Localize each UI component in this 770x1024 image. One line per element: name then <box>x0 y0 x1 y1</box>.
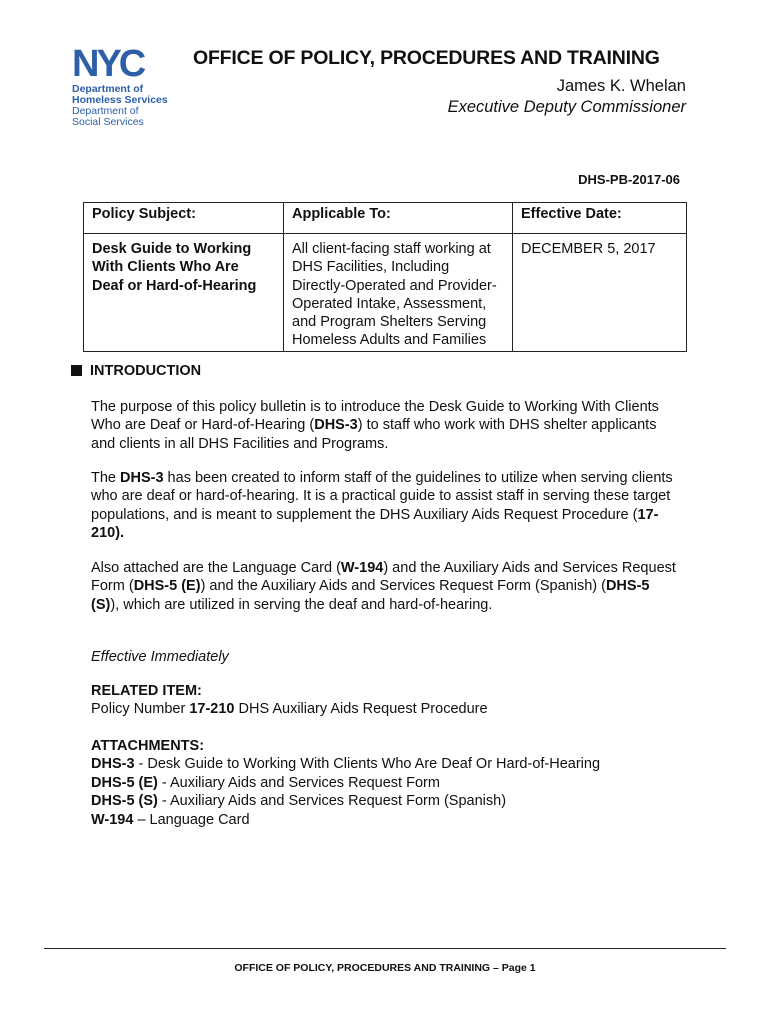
doc-code: 17-210). <box>91 506 659 542</box>
header-effective-date: Effective Date: <box>513 203 687 234</box>
nyc-dhs-logo <box>72 46 182 128</box>
applicable-line: Homeless Adults and Families <box>292 332 487 349</box>
table-row <box>84 234 687 352</box>
office-title: OFFICE OF POLICY, PROCEDURES AND TRAINING <box>193 47 660 69</box>
effective-note: Effective Immediately <box>91 649 229 665</box>
doc-code: DHS-3 <box>314 417 358 434</box>
list-item <box>91 774 676 792</box>
effective-date-cell: DECEMBER 5, 2017 <box>513 234 687 352</box>
subject-line: Desk Guide to Working <box>92 241 252 257</box>
related-line <box>91 700 676 718</box>
doc-code: DHS-3 <box>91 756 135 773</box>
applicable-to-cell <box>284 234 513 352</box>
heading-text: INTRODUCTION <box>90 363 202 379</box>
dept-line: Social Services <box>72 116 144 128</box>
doc-code: W-194 <box>340 560 384 576</box>
text: ) to staff who work with DHS shelter applicants and clients in all DHS Facilities and Programs. <box>91 417 657 452</box>
nyc-logo-icon <box>72 46 166 80</box>
header-applicable-to: Applicable To: <box>284 203 513 234</box>
text: ) and the Auxiliary Aids and Services Request Form ( <box>91 560 676 595</box>
text: - Auxiliary Aids and Services Request Form <box>157 774 440 791</box>
doc-code: DHS-3 <box>120 470 164 486</box>
dept-line: Department of <box>72 83 144 95</box>
document-number: DHS-PB-2017-06 <box>578 172 680 187</box>
doc-code: DHS-5 (S) <box>91 578 650 613</box>
commissioner-name: James K. Whelan <box>556 77 686 95</box>
doc-code: W-194 <box>91 811 134 828</box>
applicable-line: All client-facing staff working at <box>292 241 491 257</box>
square-bullet-icon <box>71 365 82 376</box>
footer-divider <box>44 948 726 949</box>
text: The <box>91 470 121 486</box>
policy-info-table <box>83 202 687 352</box>
text: ) and the Auxiliary Aids and Services Request Form (Spanish) ( <box>200 578 606 595</box>
text: has been created to inform staff of the guidelines to utilize when serving clients who are deaf or hard-of-hearing. It is a practical guide to assist staff in serving these target populations, and is meant to supplement the DHS Auxiliary Aids Request Procedure ( <box>91 470 673 523</box>
applicable-line: DHS Facilities, Including <box>292 259 450 276</box>
text: Also attached are the Language Card ( <box>91 560 341 576</box>
applicable-line: and Program Shelters Serving <box>292 314 487 331</box>
dept-social-services <box>72 106 182 128</box>
page-footer: OFFICE OF POLICY, PROCEDURES AND TRAINING – Page 1 <box>234 962 536 974</box>
intro-paragraph-1 <box>91 398 676 453</box>
text: - Auxiliary Aids and Services Request Form (Spanish) <box>157 793 507 810</box>
text: DHS Auxiliary Aids Request Procedure <box>234 701 488 718</box>
policy-subject-cell <box>84 234 284 352</box>
text: – Language Card <box>133 811 250 828</box>
subject-line: With Clients Who Are <box>92 259 239 276</box>
intro-paragraph-2 <box>91 469 676 543</box>
related-item-section <box>91 682 676 719</box>
dept-line: Department of <box>72 105 139 117</box>
list-item <box>91 792 676 810</box>
attachments-section <box>91 737 676 829</box>
related-heading: RELATED ITEM: <box>91 683 202 699</box>
doc-code: DHS-5 (E) <box>91 774 158 791</box>
table-header-row <box>84 203 687 234</box>
dept-homeless-services <box>72 84 182 106</box>
applicable-line: Directly-Operated and Provider- <box>292 277 497 294</box>
subject-line: Deaf or Hard-of-Hearing <box>92 277 257 294</box>
doc-code: 17-210 <box>189 701 235 718</box>
doc-code: DHS-5 (E) <box>133 578 201 595</box>
text: The purpose of this policy bulletin is to introduce the Desk Guide to Working With Clients Who are Deaf or Hard-of-Hearing ( <box>91 399 659 434</box>
text: - Desk Guide to Working With Clients Who Are Deaf Or Hard-of-Hearing <box>134 756 601 773</box>
commissioner-title: Executive Deputy Commissioner <box>447 98 686 116</box>
text: ), which are utilized in serving the deaf and hard-of-hearing. <box>110 596 493 613</box>
dept-line: Homeless Services <box>72 94 168 106</box>
introduction-heading <box>71 363 201 379</box>
list-item <box>91 755 676 773</box>
header-policy-subject: Policy Subject: <box>84 203 284 234</box>
text: Policy Number <box>91 701 190 718</box>
applicable-line: Operated Intake, Assessment, <box>292 295 487 312</box>
list-item <box>91 811 676 829</box>
intro-paragraph-3 <box>91 559 676 614</box>
logo-wordmark: NYC <box>72 46 144 80</box>
doc-code: DHS-5 (S) <box>91 793 158 810</box>
attachments-heading: ATTACHMENTS: <box>91 738 205 754</box>
